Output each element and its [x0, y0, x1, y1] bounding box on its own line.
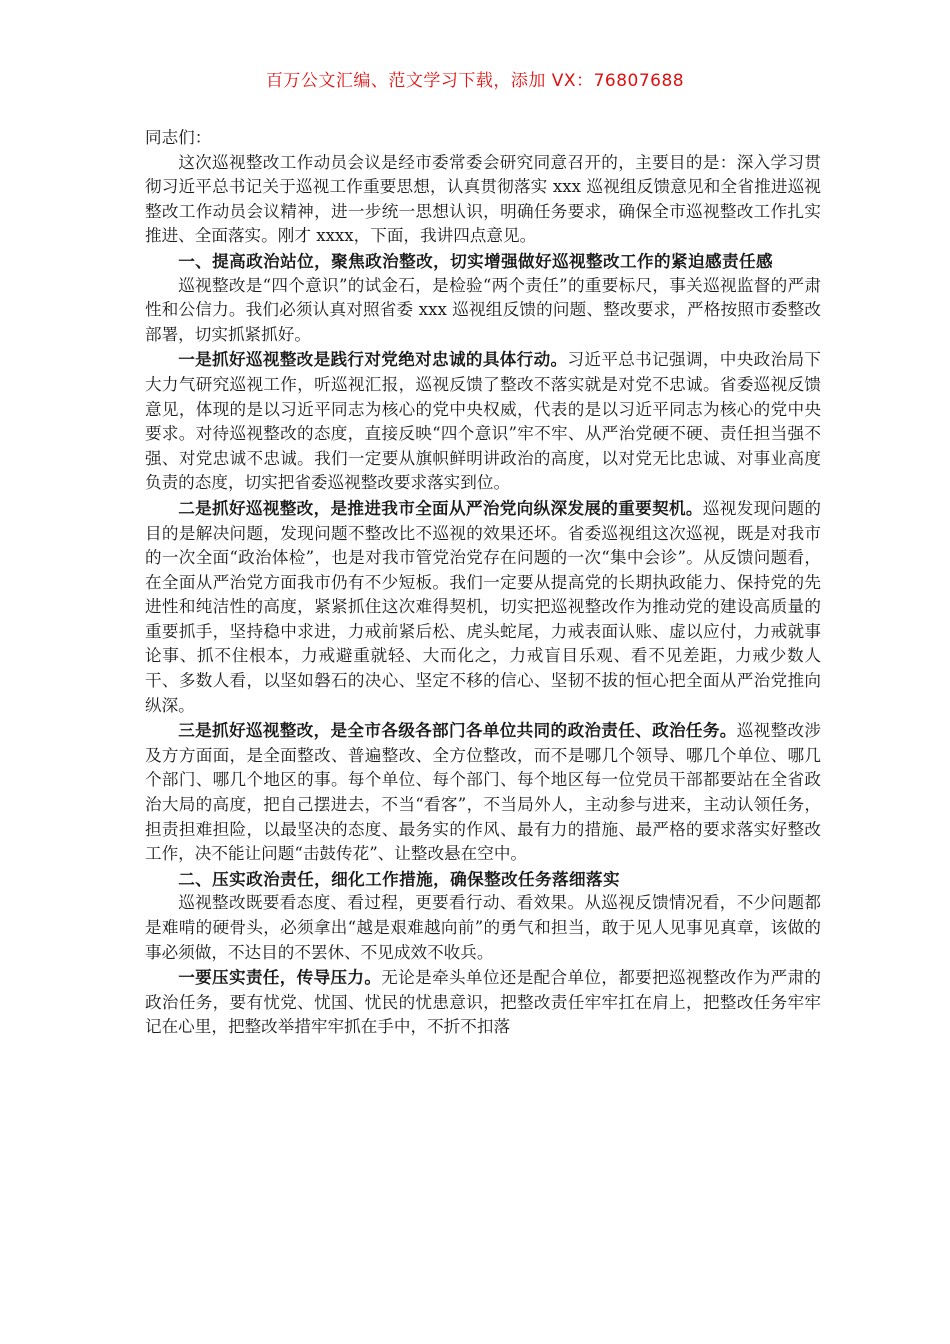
section1-point3-paragraph	[145, 718, 821, 867]
section1-point2-paragraph	[145, 496, 821, 718]
section1-point3-body: 巡视整改涉及方方面面，是全面整改、普遍整改、全方位整改，而不是哪几个领导、哪几个单位、哪几个部门、哪几个地区的事。每个单位、每个部门、每个地区每一位党员干部都要站在全省政治大局的高度，把自己摆进去，不当“看客”，不当局外人，主动参与进来，主动认领任务，担责担难担险，以最坚决的态度、最务实的作风、最有力的措施、最严格的要求落实好整改工作，决不能让问题“击鼓传花”、让整改悬在空中。	[145, 721, 822, 864]
section2-intro-paragraph: 巡视整改既要看态度、看过程，更要看行动、看效果。从巡视反馈情况看，不少问题都是难啃的硬骨头，必须拿出“越是艰难越向前”的勇气和担当，敢于见人见事见真章，该做的事必须做，不达目的不罢休、不见成效不收兵。	[145, 893, 821, 962]
section1-point2-body: 巡视发现问题的目的是解决问题，发现问题不整改比不巡视的效果还坏。省委巡视组这次巡视，既是对我市的一次全面“政治体检”，也是对我市管党治党存在问题的一次“集中会诊”。从反馈问题看，在全面从严治党方面我市仍有不少短板。我们一定要从提高党的长期执政能力、保持党的先进性和纯洁性的高度，紧紧抓住这次难得契机，切实把巡视整改作为推动党的建设高质量的重要抓手，坚持稳中求进，力戒前紧后松、虎头蛇尾，力戒表面认账、虚以应付，力戒就事论事、抓不住根本，力戒避重就轻、大而化之，力戒盲目乐观、看不见差距，力戒少数人干、多数人看，以坚如磐石的决心、坚定不移的信心、坚韧不拔的恒心把全面从严治党推向纵深。	[145, 498, 822, 715]
section1-intro-paragraph: 巡视整改是“四个意识”的试金石，是检验“两个责任”的重要标尺，事关巡视监督的严肃性和公信力。我们必须认真对照省委 xxx 巡视组反馈的问题、整改要求，严格按照市委整改部署，切实抓紧抓好。	[145, 275, 821, 344]
salutation: 同志们：	[145, 128, 212, 147]
section2-point1-body: 无论是牵头单位还是配合单位，都要把巡视整改作为严肃的政治任务，要有忧党、忧国、忧民的忧患意识，把整改责任牢牢扛在肩上，把整改任务牢牢记在心里，把整改举措牢牢抓在手中，不折不扣落	[145, 968, 822, 1037]
section1-point1-paragraph	[145, 347, 821, 496]
section1-point1-lead: 一是抓好巡视整改是践行对党绝对忠诚的具体行动。	[178, 349, 568, 370]
intro-paragraph: 这次巡视整改工作动员会议是经市委常委会研究同意召开的，主要目的是：深入学习贯彻习近平总书记关于巡视工作重要思想，认真贯彻落实 xxx 巡视组反馈意见和全省推进巡视整改工作动员会议精神，进一步统一思想认识，明确任务要求，确保全市巡视整改工作扎实推进、全面落实。刚才 xxxx，下面，我讲四点意见。	[145, 152, 821, 246]
section2-heading: 二、压实政治责任，细化工作措施，确保整改任务落细落实	[178, 868, 621, 889]
section2-point1-paragraph	[145, 965, 821, 1040]
section1-heading: 一、提高政治站位，聚焦政治整改，切实增强做好巡视整改工作的紧迫感责任感	[178, 250, 773, 271]
section1-point1-body: 习近平总书记强调，中央政治局下大力气研究巡视工作，听巡视汇报，巡视反馈了整改不落实就是对党不忠诚。省委巡视反馈意见，体现的是以习近平同志为核心的党中央权威，代表的是以习近平同志为核心的党中央要求。对待巡视整改的态度，直接反映“四个意识”牢不牢、从严治党硬不硬、责任担当强不强、对党忠诚不忠诚。我们一定要从旗帜鲜明讲政治的高度，以对党无比忠诚、对事业高度负责的态度，切实把省委巡视整改要求落实到位。	[145, 350, 822, 493]
document-body	[145, 126, 821, 1040]
section2-point1-lead: 一要压实责任，传导压力。	[178, 967, 382, 988]
section1-point2-lead: 二是抓好巡视整改，是推进我市全面从严治党向纵深发展的重要契机。	[178, 497, 703, 518]
section1-point3-lead: 三是抓好巡视整改，是全市各级各部门各单位共同的政治责任、政治任务。	[178, 720, 737, 741]
download-banner: 百万公文汇编、范文学习下载，添加 VX：76807688	[265, 71, 685, 91]
